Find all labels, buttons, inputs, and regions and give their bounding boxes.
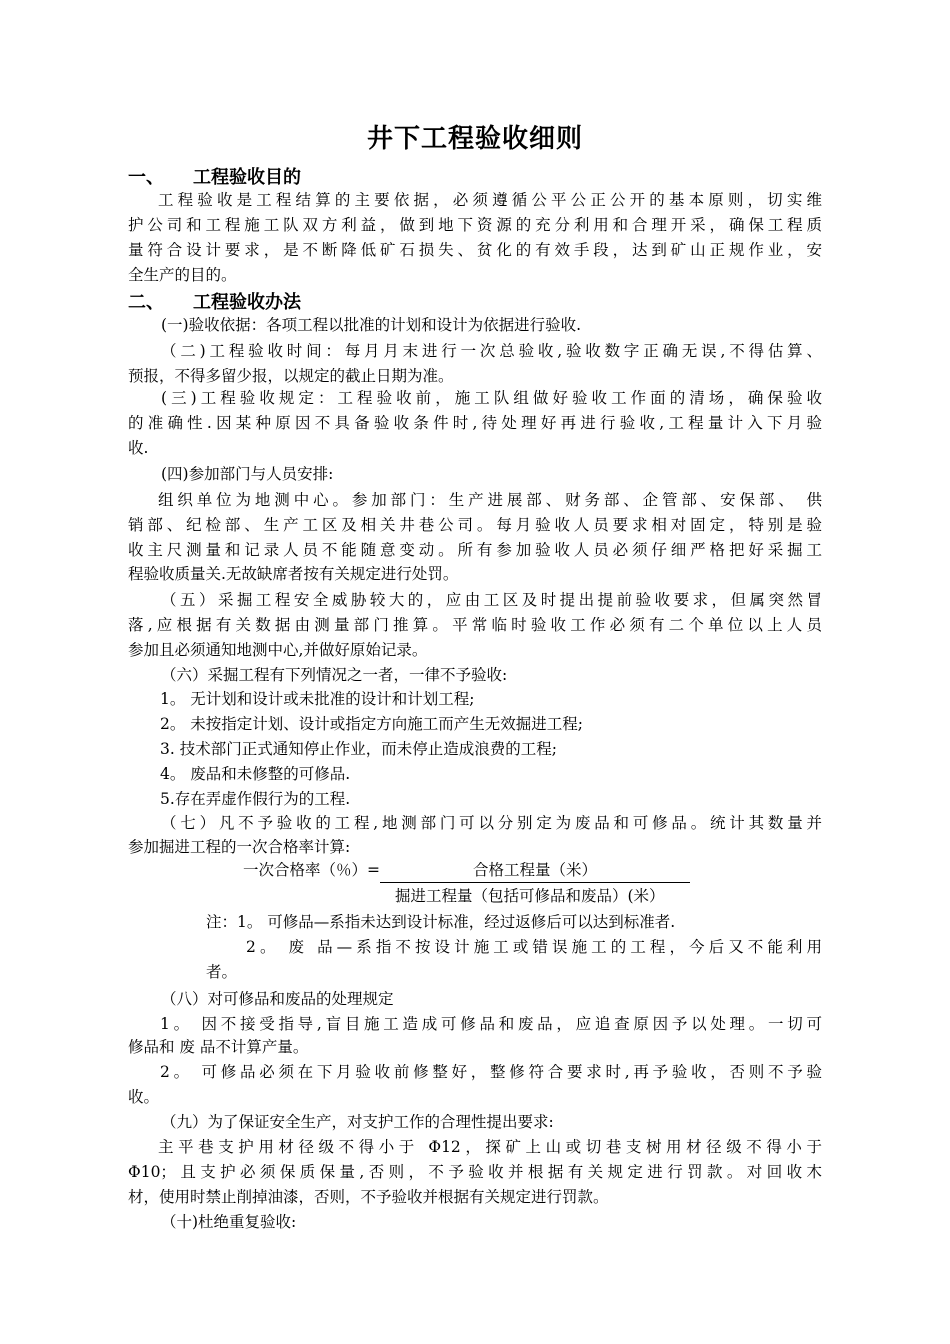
section-title: 工程验收目的 [193, 167, 301, 188]
list-item: 2。 未按指定计划、设计或指定方向施工而产生无效掘进工程; [160, 715, 584, 733]
formula-numerator-row [243, 858, 690, 883]
paragraph-line: 1。 因不接受指导,盲目施工造成可修品和废品，应追查原因予以处理。一切可 [160, 1015, 822, 1033]
paragraph-line: 护公司和工程施工队双方利益，做到地下资源的充分利用和合理开采，确保工程质 [128, 216, 822, 234]
paragraph-line: （二)工程验收时间：每月月末进行一次总验收,验收数字正确无误,不得估算、 [161, 342, 822, 360]
list-item: 3. 技术部门正式通知停止作业，而未停止造成浪费的工程; [160, 740, 557, 758]
paragraph-line: （五）采掘工程安全威胁较大的，应由工区及时提出提前验收要求，但属突然冒 [161, 591, 822, 609]
paragraph-line: 预报，不得多留少报，以规定的截止日期为准。 [128, 367, 454, 385]
note-line: 注：1。 可修品—系指未达到设计标准，经过返修后可以达到标准者. [206, 913, 676, 931]
paragraph-line: 参加且必须通知地测中心,并做好原始记录。 [128, 641, 428, 659]
list-item: 1。 无计划和设计或未批准的设计和计划工程; [160, 690, 475, 708]
paragraph-line: 的准确性.因某种原因不具备验收条件时,待处理好再进行验收,工程量计入下月验 [128, 414, 822, 432]
paragraph-line: 组织单位为地测中心。参加部门：生产进展部、财务部、企管部、安保部、 供 [158, 491, 822, 509]
paragraph-line: 收。 [128, 1088, 160, 1106]
paragraph-line: 量符合设计要求，是不断降低矿石损失、贫化的有效手段，达到矿山正规作业，安 [128, 241, 822, 259]
paragraph-line: (三)工程验收规定：工程验收前，施工队组做好验收工作面的清场，确保验收 [161, 389, 822, 407]
paragraph-line: 工程验收是工程结算的主要依据，必须遵循公平公正公开的基本原则，切实维 [158, 191, 822, 209]
section-number: 一、 [128, 167, 164, 188]
paragraph-line: (四)参加部门与人员安排: [161, 465, 334, 483]
paragraph-line: （十)杜绝重复验收: [161, 1213, 297, 1231]
paragraph-line: 材，使用时禁止削掉油漆，否则，不予验收并根据有关规定进行罚款。 [128, 1188, 609, 1206]
document-title: 井下工程验收细则 [366, 124, 583, 154]
note-line: 2。 废 品—系指不按设计施工或错误施工的工程，今后又不能利用 [246, 938, 822, 956]
paragraph-line: 收主尺测量和记录人员不能随意变动。所有参加验收人员必须仔细严格把好采掘工 [128, 541, 822, 559]
paragraph-line: Φ10；且支护必须保质保量,否则，不予验收并根据有关规定进行罚款。对回收木 [128, 1163, 822, 1181]
paragraph-line: 修品和 废 品不计算产量。 [128, 1038, 309, 1056]
paragraph-line: 全生产的目的。 [128, 266, 237, 284]
section-number: 二、 [128, 292, 164, 313]
paragraph-line: （九）为了保证安全生产，对支护工作的合理性提出要求: [161, 1113, 554, 1131]
formula-lhs: 一次合格率（％）= [243, 861, 380, 879]
paragraph-line: 销部、纪检部、生产工区及相关井巷公司。每月验收人员要求相对固定，特别是验 [128, 516, 822, 534]
paragraph-line: （六）采掘工程有下列情况之一者，一律不予验收: [161, 666, 508, 684]
paragraph-line: 2。 可修品必须在下月验收前修整好，整修符合要求时,再予验收，否则不予验 [160, 1063, 822, 1081]
paragraph-line: 落,应根据有关数据由测量部门推算。平常临时验收工作必须有二个单位以上人员 [128, 616, 822, 634]
formula-denominator: 掘进工程量（包括可修品和废品）(米） [395, 887, 665, 905]
list-item: 4。 废品和未修整的可修品. [160, 765, 351, 783]
paragraph-line: （七）凡不予验收的工程,地测部门可以分别定为废品和可修品。统计其数量并 [161, 814, 822, 832]
section-heading-1 [128, 163, 301, 189]
section-heading-2 [128, 288, 301, 314]
paragraph-line: 程验收质量关.无故缺席者按有关规定进行处罚。 [128, 565, 459, 583]
paragraph-line: （八）对可修品和废品的处理规定 [161, 990, 394, 1008]
paragraph-line: (一)验收依据：各项工程以批准的计划和设计为依据进行验收. [161, 316, 582, 334]
paragraph-line: 收. [128, 439, 149, 457]
section-title: 工程验收办法 [193, 292, 301, 313]
list-item: 5.存在弄虚作假行为的工程. [160, 790, 351, 808]
paragraph-line: 参加掘进工程的一次合格率计算: [128, 838, 351, 856]
paragraph-line: 主平巷支护用材径级不得小于 Φ12，探矿上山或切巷支树用材径级不得小于 [158, 1138, 822, 1156]
note-line: 者。 [206, 963, 238, 981]
formula-numerator: 合格工程量（米） [380, 858, 690, 883]
